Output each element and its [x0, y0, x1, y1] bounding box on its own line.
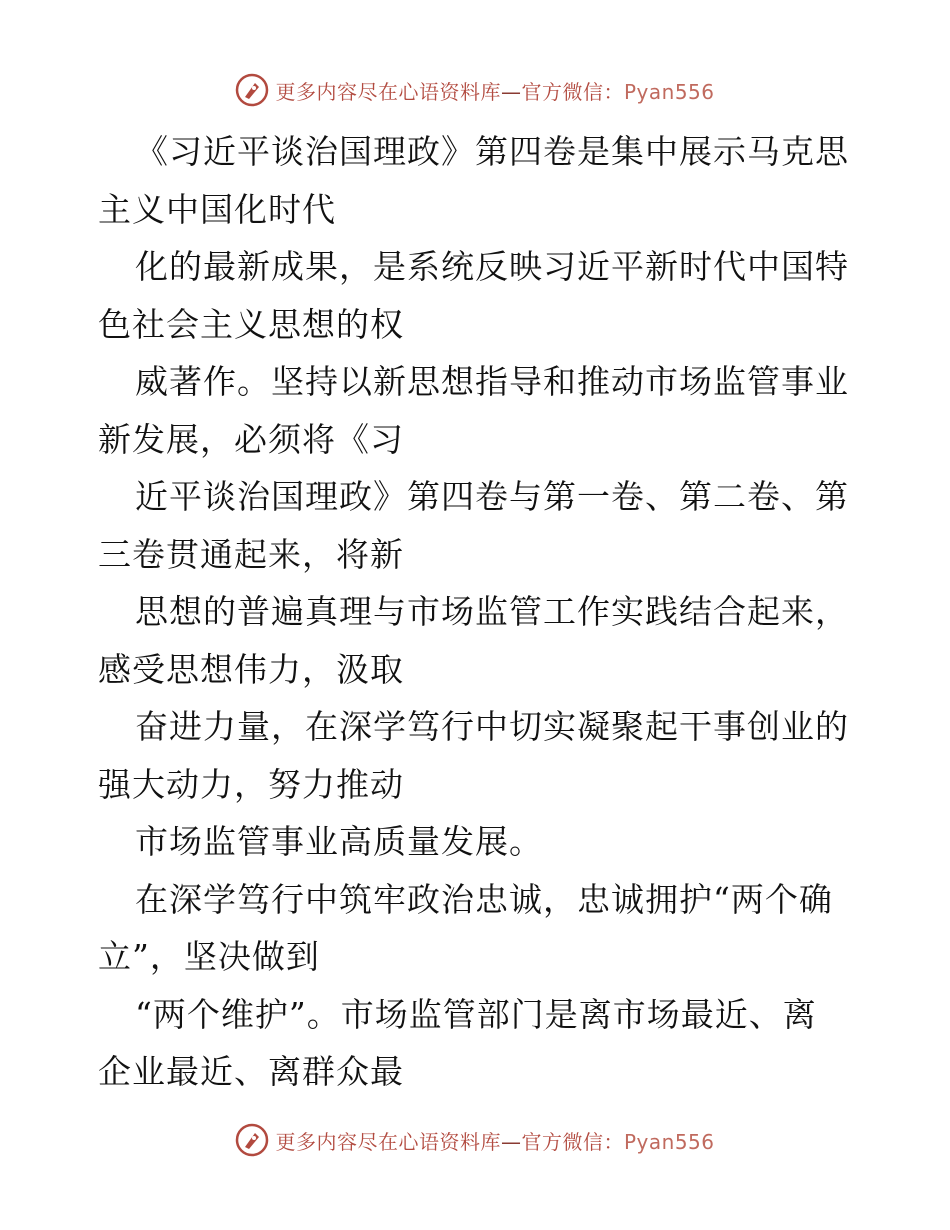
body-line: 新发展，必须将《习	[98, 419, 404, 459]
banner-wechat-id: Pyan556	[623, 1129, 715, 1154]
body-line: 威著作。坚持以新思想指导和推动市场监管事业	[135, 362, 849, 401]
banner-label: 官方微信：	[521, 1129, 624, 1154]
banner-site: 更多内容尽在心语资料库	[275, 79, 501, 104]
banner-label: 官方微信：	[521, 79, 624, 104]
banner-separator: —	[500, 1129, 522, 1154]
body-line: 感受思想伟力，汲取	[98, 649, 404, 689]
banner-text	[275, 76, 714, 105]
body-line: 在深学笃行中筑牢政治忠诚，忠诚拥护“两个确	[135, 879, 833, 919]
banner-site: 更多内容尽在心语资料库	[275, 1129, 501, 1154]
pen-nib-logo-icon	[235, 1123, 269, 1157]
pen-nib-logo-icon	[235, 73, 269, 107]
body-line: “两个维护”。市场监管部门是离市场最近、离	[135, 994, 817, 1034]
header-banner	[0, 70, 950, 110]
body-line: 奋进力量，在深学笃行中切实凝聚起干事创业的	[135, 707, 849, 746]
body-line: 三卷贯通起来，将新	[98, 534, 404, 574]
body-line: 强大动力，努力推动	[98, 764, 404, 804]
banner-separator: —	[500, 79, 522, 104]
body-line: 立”，坚决做到	[98, 937, 320, 976]
body-line: 思想的普遍真理与市场监管工作实践结合起来，	[135, 592, 849, 631]
banner-text	[275, 1126, 714, 1155]
banner-wechat-id: Pyan556	[623, 79, 715, 104]
body-line: 企业最近、离群众最	[98, 1052, 404, 1091]
footer-banner	[0, 1120, 950, 1160]
body-line: 市场监管事业高质量发展。	[135, 822, 543, 861]
body-line: 化的最新成果，是系统反映习近平新时代中国特	[135, 247, 849, 286]
body-line: 近平谈治国理政》第四卷与第一卷、第二卷、第	[135, 477, 849, 516]
document-body	[98, 123, 858, 1101]
body-line: 色社会主义思想的权	[98, 304, 404, 344]
body-line: 主义中国化时代	[98, 189, 336, 229]
body-line: 《习近平谈治国理政》第四卷是集中展示马克思	[135, 132, 849, 171]
